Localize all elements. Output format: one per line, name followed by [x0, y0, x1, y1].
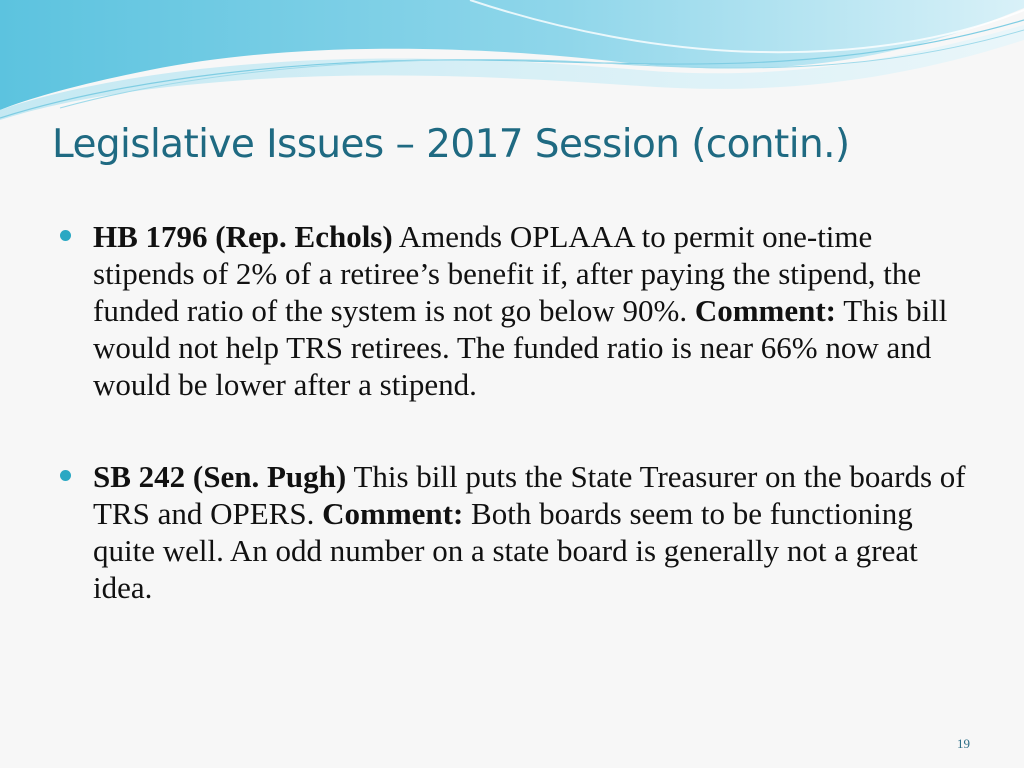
bullet-item-sb242: [60, 458, 980, 606]
sponsor-close-paren: ): [382, 219, 393, 254]
sponsor-open-paren: (: [185, 459, 204, 494]
bullet-list: [60, 218, 980, 606]
bullet-item-hb1796: [60, 218, 980, 403]
sponsor-open-paren: (: [207, 219, 226, 254]
comment-label: Comment:: [694, 293, 837, 328]
bill-sponsor: Rep. Echols: [225, 219, 383, 254]
bullet-dot-icon: [60, 230, 71, 241]
comment-text: This bill would not help TRS retirees. The funded ratio is near 66% now and would be lower after a stipend.: [93, 293, 948, 402]
slide-title: Legislative Issues – 2017 Session (contin.): [52, 122, 850, 167]
bullet-dot-icon: [60, 470, 71, 481]
bill-description: This bill puts the State Treasurer on the boards of TRS and OPERS.: [93, 459, 966, 531]
header-wave-decoration: [0, 0, 1024, 130]
sponsor-close-paren: ): [335, 459, 347, 494]
bill-description: Amends OPLAAA to permit one-time stipends of 2% of a retiree’s benefit if, after paying the stipend, the funded ratio of the system is not go below 90%.: [93, 219, 922, 328]
bill-number: HB 1796: [93, 219, 208, 254]
comment-label: Comment:: [322, 496, 464, 531]
bill-sponsor: Sen. Pugh: [203, 459, 336, 494]
bill-number: SB 242: [93, 459, 186, 494]
page-number: 19: [957, 736, 970, 751]
comment-text: Both boards seem to be functioning quite well. An odd number on a state board is generally not a great idea.: [93, 496, 918, 605]
